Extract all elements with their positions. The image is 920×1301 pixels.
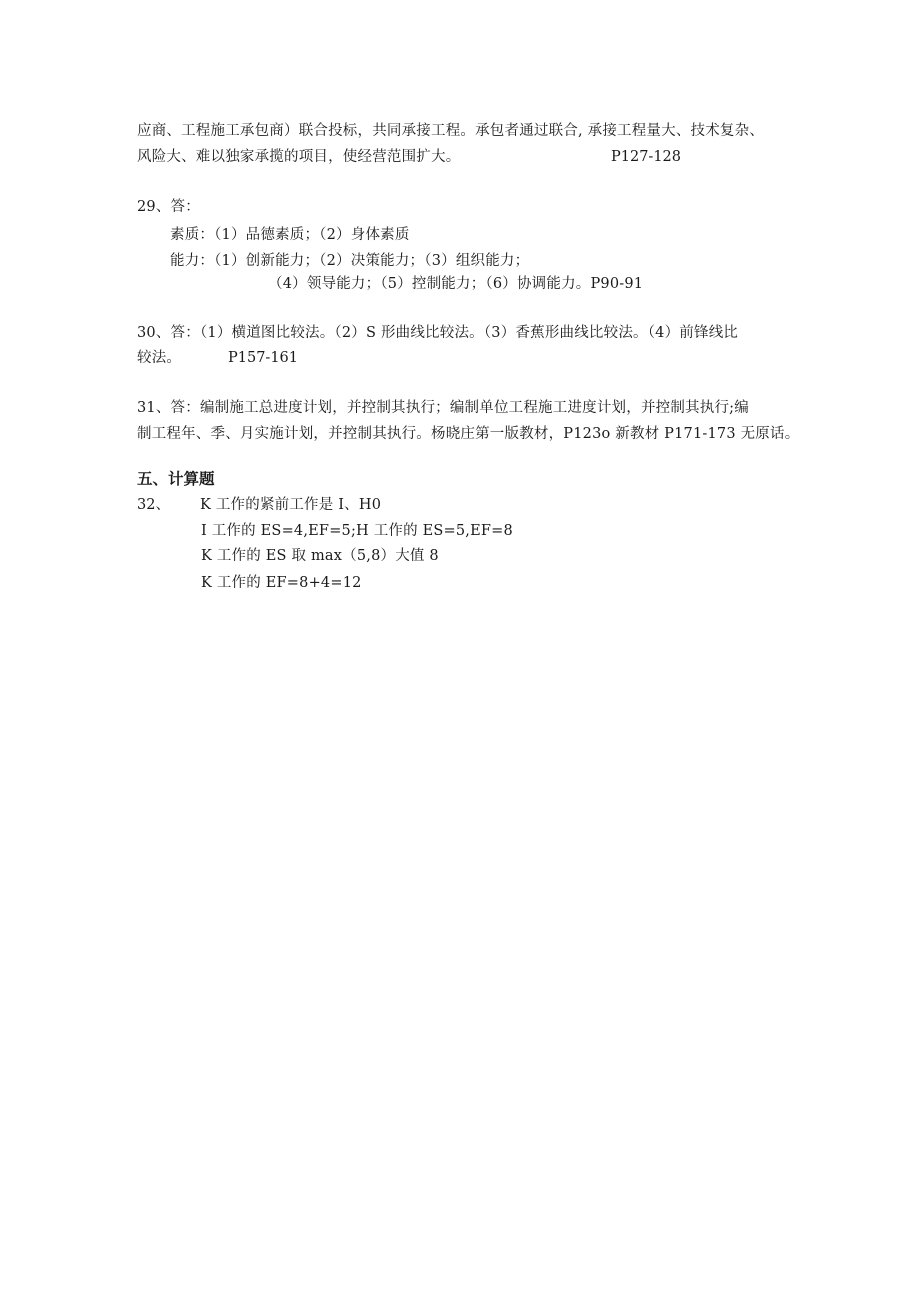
section-5-heading: 五、计算题 — [137, 470, 215, 488]
answer-32-line-1: K 工作的紧前工作是 I、H0 — [200, 497, 382, 513]
answer-31-line-2: 制工程年、季、月实施计划，并控制其执行。杨晓庄第一版教材，P123o 新教材 P171-173 无原话。 — [137, 426, 800, 442]
answer-28-line-2: 风险大、难以独家承揽的项目，使经营范围扩大。 — [137, 149, 461, 165]
answer-32-line-3: K 工作的 ES 取 max（5,8）大值 8 — [201, 548, 439, 564]
answer-32-line-2: I 工作的 ES=4,EF=5;H 工作的 ES=5,EF=8 — [201, 523, 513, 539]
answer-29-quality-line: 素质：（1）品德素质；（2）身体素质 — [170, 227, 410, 243]
answer-32-line-4: K 工作的 EF=8+4=12 — [201, 575, 362, 591]
answer-30-page-ref: P157-161 — [228, 350, 299, 366]
answer-28-page-ref: P127-128 — [611, 149, 682, 165]
answer-31-line-1: 31、答：编制施工总进度计划，并控制其执行；编制单位工程施工进度计划，并控制其执行;编 — [137, 400, 749, 416]
answer-29-ability-line-2: （4）领导能力；（5）控制能力；（6）协调能力。P90-91 — [268, 276, 644, 292]
answer-30-line-1: 30、答：（1）横道图比较法。（2）S 形曲线比较法。（3）香蕉形曲线比较法。（4）前锋线比 — [137, 325, 739, 341]
answer-28-line-1: 应商、工程施工承包商）联合投标，共同承接工程。承包者通过联合, 承接工程量大、技术复杂、 — [137, 123, 765, 139]
answer-29-ability-line-1: 能力：（1）创新能力；（2）决策能力；（3）组织能力； — [170, 253, 530, 269]
answer-30-line-2: 较法。 — [137, 350, 182, 366]
answer-29-label: 29、答： — [137, 199, 200, 215]
answer-32-number: 32、 — [137, 497, 170, 513]
